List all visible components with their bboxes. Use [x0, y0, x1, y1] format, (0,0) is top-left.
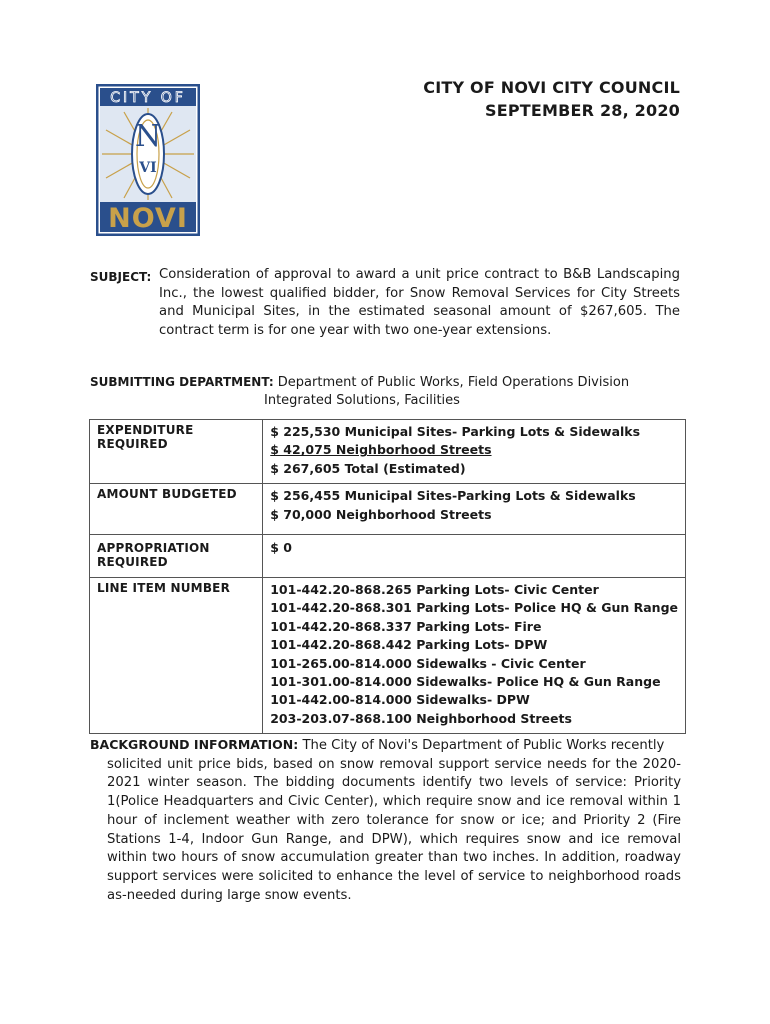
- logo-bottom-text: NOVI: [108, 203, 188, 234]
- logo-top-text: CITY OF: [110, 90, 186, 106]
- document-header: [423, 76, 680, 122]
- background-information: [90, 736, 681, 905]
- appropriation-label: APPROPRIATION REQUIRED: [90, 535, 263, 578]
- line-item-label: LINE ITEM NUMBER: [90, 578, 263, 734]
- budgeted-line: $ 256,455 Municipal Sites-Parking Lots & Sidewalks: [270, 488, 636, 504]
- line-item: 101-442.20-868.265 Parking Lots- Civic Center: [270, 582, 599, 598]
- expenditure-total: $ 267,605 Total (Estimated): [270, 460, 466, 476]
- expenditure-label: EXPENDITURE REQUIRED: [90, 420, 263, 484]
- line-item: 101-442.20-868.301 Parking Lots- Police HQ & Gun Range: [270, 600, 678, 616]
- budget-table: [89, 419, 686, 734]
- expenditure-values: [263, 420, 686, 484]
- svg-text:N: N: [134, 119, 162, 154]
- council-title: CITY OF NOVI CITY COUNCIL: [423, 78, 680, 97]
- background-text: solicited unit price bids, based on snow removal support service needs for the 2020-2021 winter season. The bidding documents identify two levels of service: Priority 1(Police Headquarters and Civic Center), which require snow and ice removal within 1 hour of inclement weather with zero tolerance for snow or ice; and Priority 2 (Fire Stations 1-4, Indoor Gun Range, and DPW), which requires snow and ice removal within two hours of snow accumulation greater than two inches. In addition, roadway support services were solicited to enhance the level of service to neighborhood roads as-needed during large snow events.: [107, 756, 681, 903]
- appropriation-amount: $ 0: [270, 540, 292, 556]
- line-item: 203-203.07-868.100 Neighborhood Streets: [270, 710, 572, 726]
- subject-text: Consideration of approval to award a unit price contract to B&B Landscaping Inc., the lowest qualified bidder, for Snow Removal Services for City Streets and Municipal Sites, in the estimated seasonal amount of $267,605. The contract term is for one year with two one-year extensions.: [159, 267, 680, 338]
- budgeted-values: [263, 484, 686, 535]
- table-row: [90, 420, 686, 484]
- line-item: 101-265.00-814.000 Sidewalks - Civic Center: [270, 655, 586, 671]
- expenditure-line: $ 42,075 Neighborhood Streets: [270, 442, 492, 458]
- city-of-novi-logo: [96, 84, 200, 236]
- subject-label: SUBJECT:: [90, 270, 152, 284]
- expenditure-line: $ 225,530 Municipal Sites- Parking Lots & Sidewalks: [270, 424, 641, 439]
- background-label: BACKGROUND INFORMATION:: [90, 737, 299, 752]
- table-row: [90, 578, 686, 734]
- budgeted-line: $ 70,000 Neighborhood Streets: [270, 506, 492, 522]
- line-item-values: [263, 578, 686, 734]
- line-item: 101-442.20-868.337 Parking Lots- Fire: [270, 618, 542, 634]
- background-first-line: The City of Novi's Department of Public Works recently: [302, 738, 665, 753]
- meeting-date: SEPTEMBER 28, 2020: [484, 101, 680, 120]
- budgeted-label: AMOUNT BUDGETED: [90, 484, 263, 535]
- appropriation-value: [263, 535, 686, 578]
- table-row: [90, 535, 686, 578]
- department-line-1: Department of Public Works, Field Operations Division: [277, 375, 630, 390]
- submitting-department: [90, 373, 630, 408]
- table-row: [90, 484, 686, 535]
- department-line-2: Integrated Solutions, Facilities: [264, 392, 460, 408]
- department-label: SUBMITTING DEPARTMENT:: [90, 375, 274, 389]
- svg-text:VI: VI: [139, 160, 157, 176]
- line-item: 101-442.20-868.442 Parking Lots- DPW: [270, 637, 548, 653]
- line-item: 101-301.00-814.000 Sidewalks- Police HQ & Gun Range: [270, 674, 661, 690]
- line-item: 101-442.00-814.000 Sidewalks- DPW: [270, 692, 530, 708]
